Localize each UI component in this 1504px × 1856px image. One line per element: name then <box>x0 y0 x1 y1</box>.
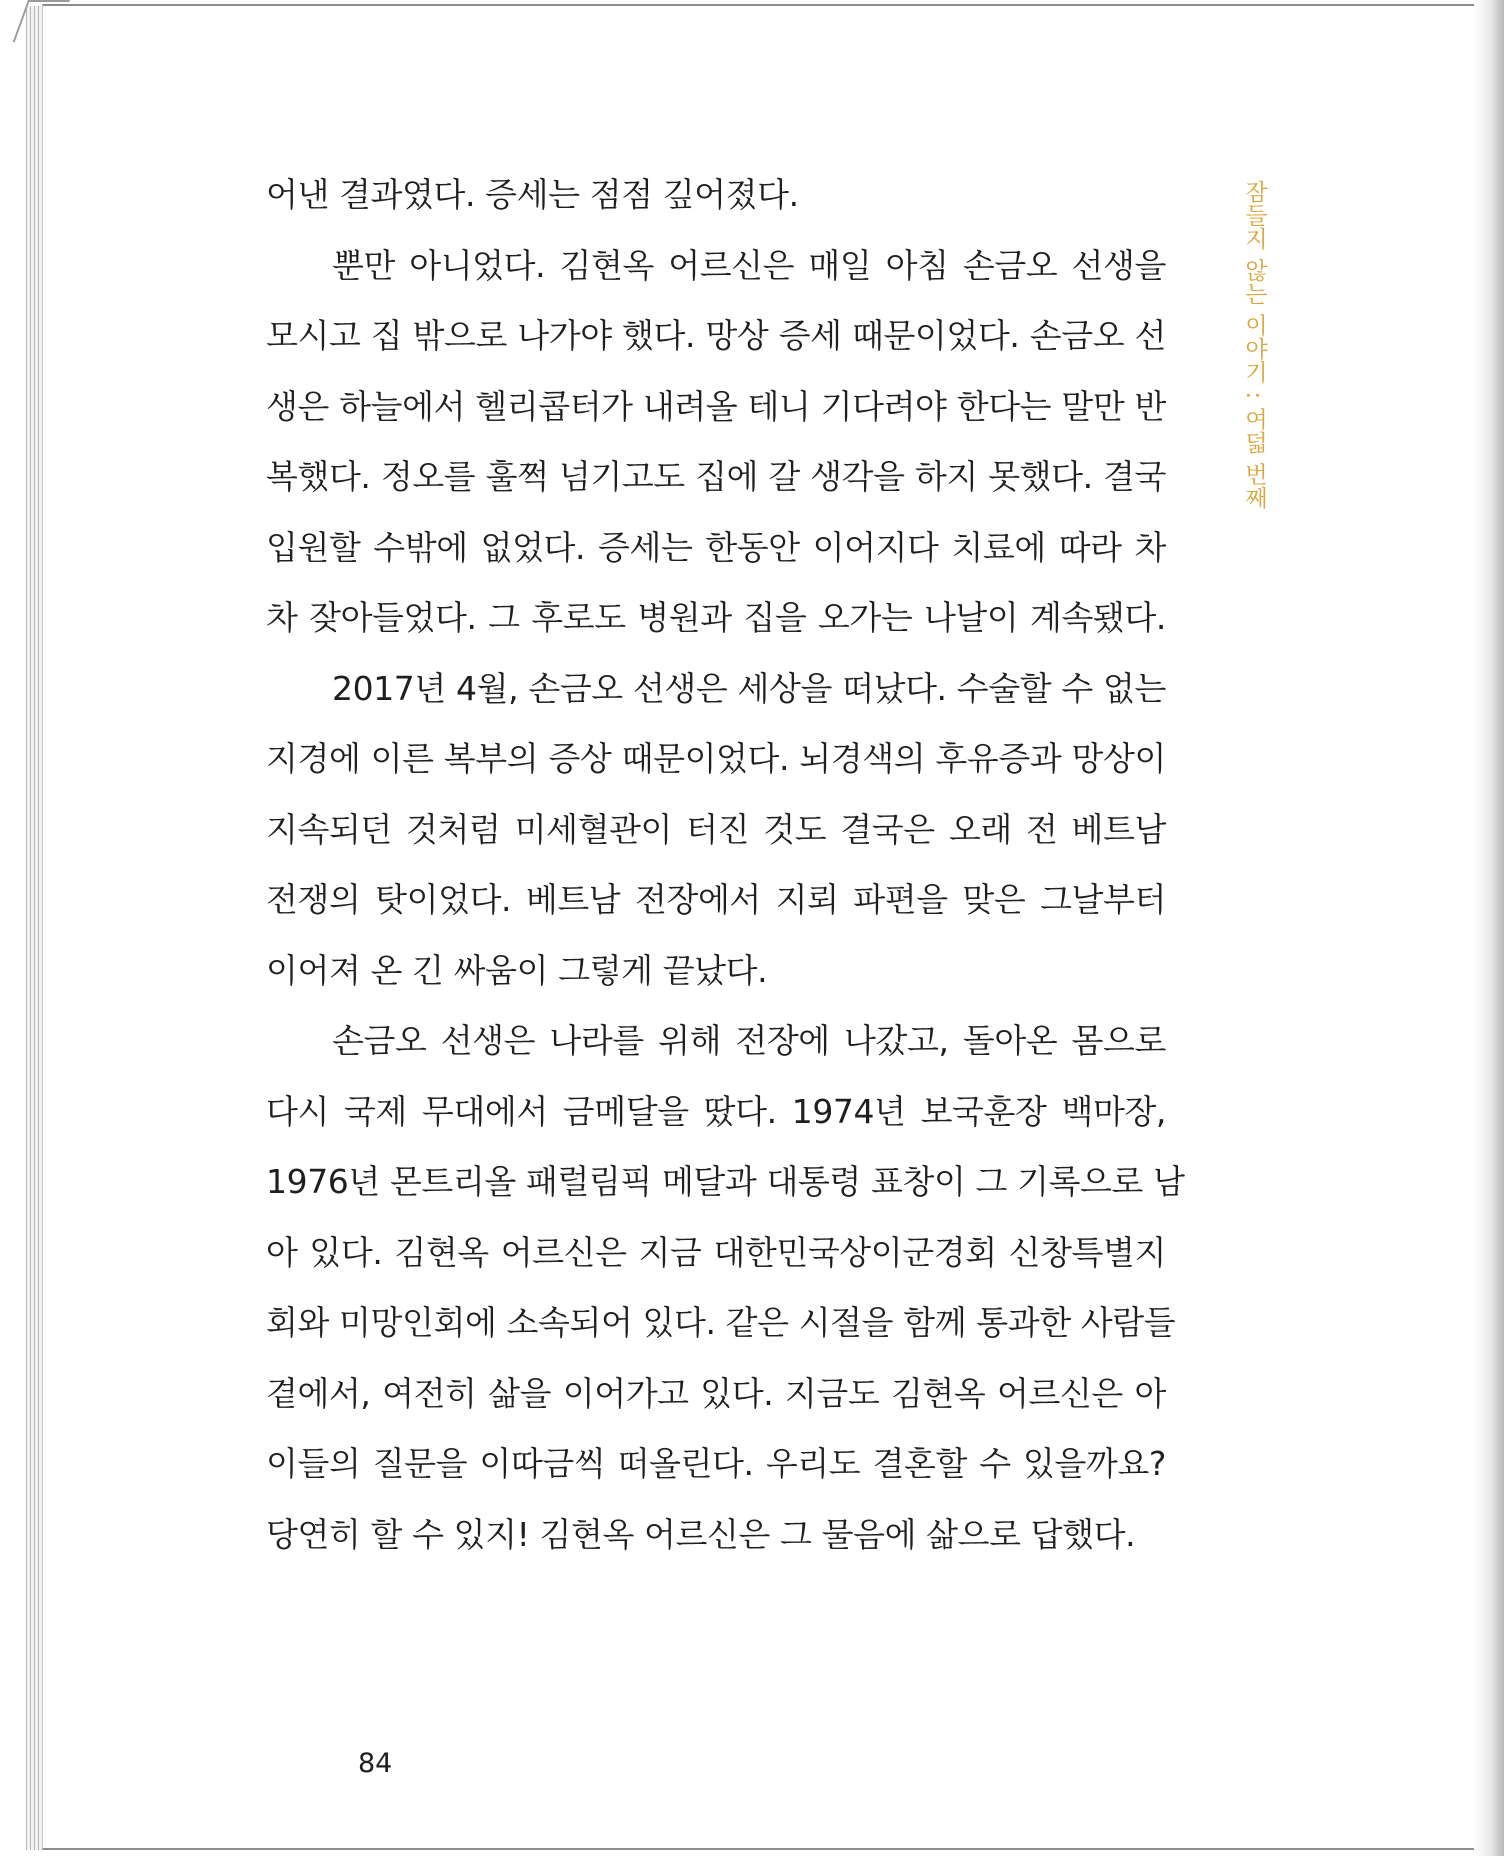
running-head: 잠들지 않는 이야기 : 여덟 번째 <box>1241 180 1267 510</box>
text-line: 곁에서, 여전히 삶을 이어가고 있다. 지금도 김현옥 어르신은 아 <box>266 1373 1166 1413</box>
text-line: 당연히 할 수 있지! 김현옥 어르신은 그 물음에 삶으로 답했다. <box>266 1514 1136 1554</box>
body-text <box>266 160 1185 1570</box>
text-line: 생은 하늘에서 헬리콥터가 내려올 테니 기다려야 한다는 말만 반 <box>266 386 1166 426</box>
text-line: 입원할 수밖에 없었다. 증세는 한동안 이어지다 치료에 따라 차 <box>266 527 1166 567</box>
text-line: 이어져 온 긴 싸움이 그렇게 끝났다. <box>266 950 768 990</box>
text-line: 복했다. 정오를 훌쩍 넘기고도 집에 갈 생각을 하지 못했다. 결국 <box>266 457 1166 496</box>
text-line: 손금오 선생은 나라를 위해 전장에 나갔고, 돌아온 몸으로 <box>332 1021 1166 1060</box>
text-line: 이들의 질문을 이따금씩 떠올린다. 우리도 결혼할 수 있을까요? <box>266 1444 1166 1483</box>
page-number: 84 <box>358 1748 393 1779</box>
text-line: 아 있다. 김현옥 어르신은 지금 대한민국상이군경회 신창특별지 <box>266 1232 1166 1272</box>
text-line: 모시고 집 밖으로 나가야 했다. 망상 증세 때문이었다. 손금오 선 <box>266 316 1166 355</box>
text-line: 어낸 결과였다. 증세는 점점 깊어졌다. <box>266 175 799 214</box>
text-line: 뿐만 아니었다. 김현옥 어르신은 매일 아침 손금오 선생을 <box>332 245 1166 285</box>
text-line: 회와 미망인회에 소속되어 있다. 같은 시절을 함께 통과한 사람들 <box>266 1303 1176 1342</box>
text-line: 지경에 이른 복부의 증상 때문이었다. 뇌경색의 후유증과 망상이 <box>266 739 1166 778</box>
text-line: 2017년 4월, 손금오 선생은 세상을 떠났다. 수술할 수 없는 <box>332 668 1166 708</box>
text-line: 전쟁의 탓이었다. 베트남 전장에서 지뢰 파편을 맞은 그날부터 <box>266 880 1166 919</box>
text-line: 1976년 몬트리올 패럴림픽 메달과 대통령 표창이 그 기록으로 남 <box>266 1162 1185 1201</box>
text-line: 지속되던 것처럼 미세혈관이 터진 것도 결국은 오래 전 베트남 <box>266 809 1166 849</box>
text-line: 차 잦아들었다. 그 후로도 병원과 집을 오가는 나날이 계속됐다. <box>266 598 1166 637</box>
text-line: 다시 국제 무대에서 금메달을 땄다. 1974년 보국훈장 백마장, <box>266 1091 1166 1131</box>
page-spine-shadow <box>1474 0 1504 1856</box>
